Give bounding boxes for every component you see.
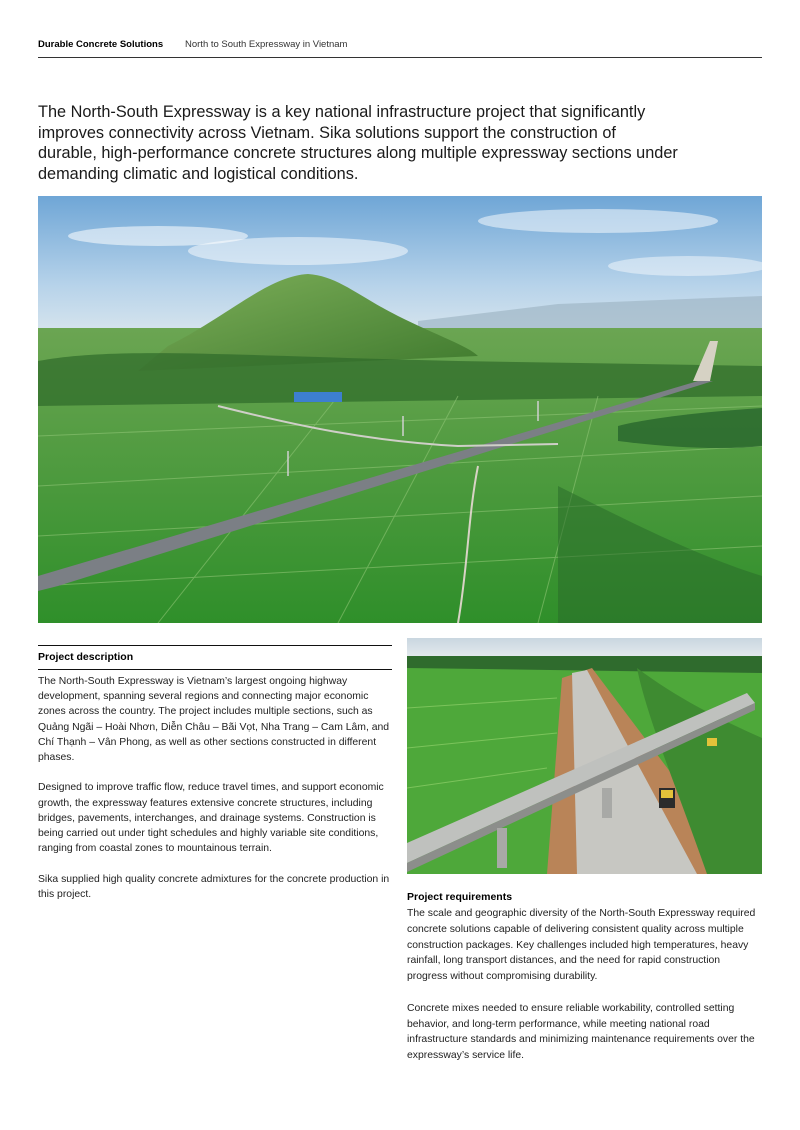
project-description-heading: Project description (38, 645, 392, 670)
side-photo-illustration (407, 638, 762, 874)
description-paragraph-2: Designed to improve traffic flow, reduce travel times, and support economic growth, the expressway features extensive concrete structures, including bridges, pavements, interchanges, and drainage systems. Construction is being carried out under tight schedules and highly variable site conditions, ranging from coastal zones to mountainous terrain. (38, 782, 384, 855)
side-photo-overpass-construction (407, 638, 762, 874)
requirements-paragraph-2: Concrete mixes needed to ensure reliable workability, controlled setting behavior, and long-term performance, while meeting national road infrastructure standards and minimizing maintenance requirements over the expressway’s service life. (407, 1002, 755, 1062)
project-requirements-body (407, 906, 762, 1080)
description-paragraph-1: The North-South Expressway is Vietnam’s largest ongoing highway development, spanning several regions and connecting major economic zones across the country. The project includes multiple sections, such as Quảng Ngãi – Hoài Nhơn, Diễn Châu – Bãi Vọt, Nha Trang – Cam Lâm, and Chí Thạnh – Vân Phong, as well as other sections constructed in different phases. (38, 676, 390, 764)
requirements-paragraph-1: The scale and geographic diversity of the North-South Expressway required concrete solutions capable of delivering consistent quality across multiple construction packages. Key challenges included high temperatures, heavy rainfall, long transport distances, and the need for rapid construction progress without compromising durability. (407, 908, 756, 983)
project-requirements-heading: Project requirements (407, 891, 513, 903)
header-subtitle: North to South Expressway in Vietnam (185, 39, 348, 50)
hero-photo-expressway-aerial (38, 196, 762, 623)
intro-paragraph: The North-South Expressway is a key national infrastructure project that significantly improves connectivity across Vietnam. Sika solutions support the construction of durable, high-performance concrete structures along multiple expressway sections under demanding climatic and logistical conditions. (38, 103, 678, 183)
description-paragraph-3: Sika supplied high quality concrete admixtures for the concrete production in this project. (38, 873, 390, 900)
header-brand: Durable Concrete Solutions (38, 39, 164, 50)
page-header (38, 37, 762, 58)
hero-photo-illustration (38, 196, 762, 623)
project-description-body (38, 674, 392, 917)
